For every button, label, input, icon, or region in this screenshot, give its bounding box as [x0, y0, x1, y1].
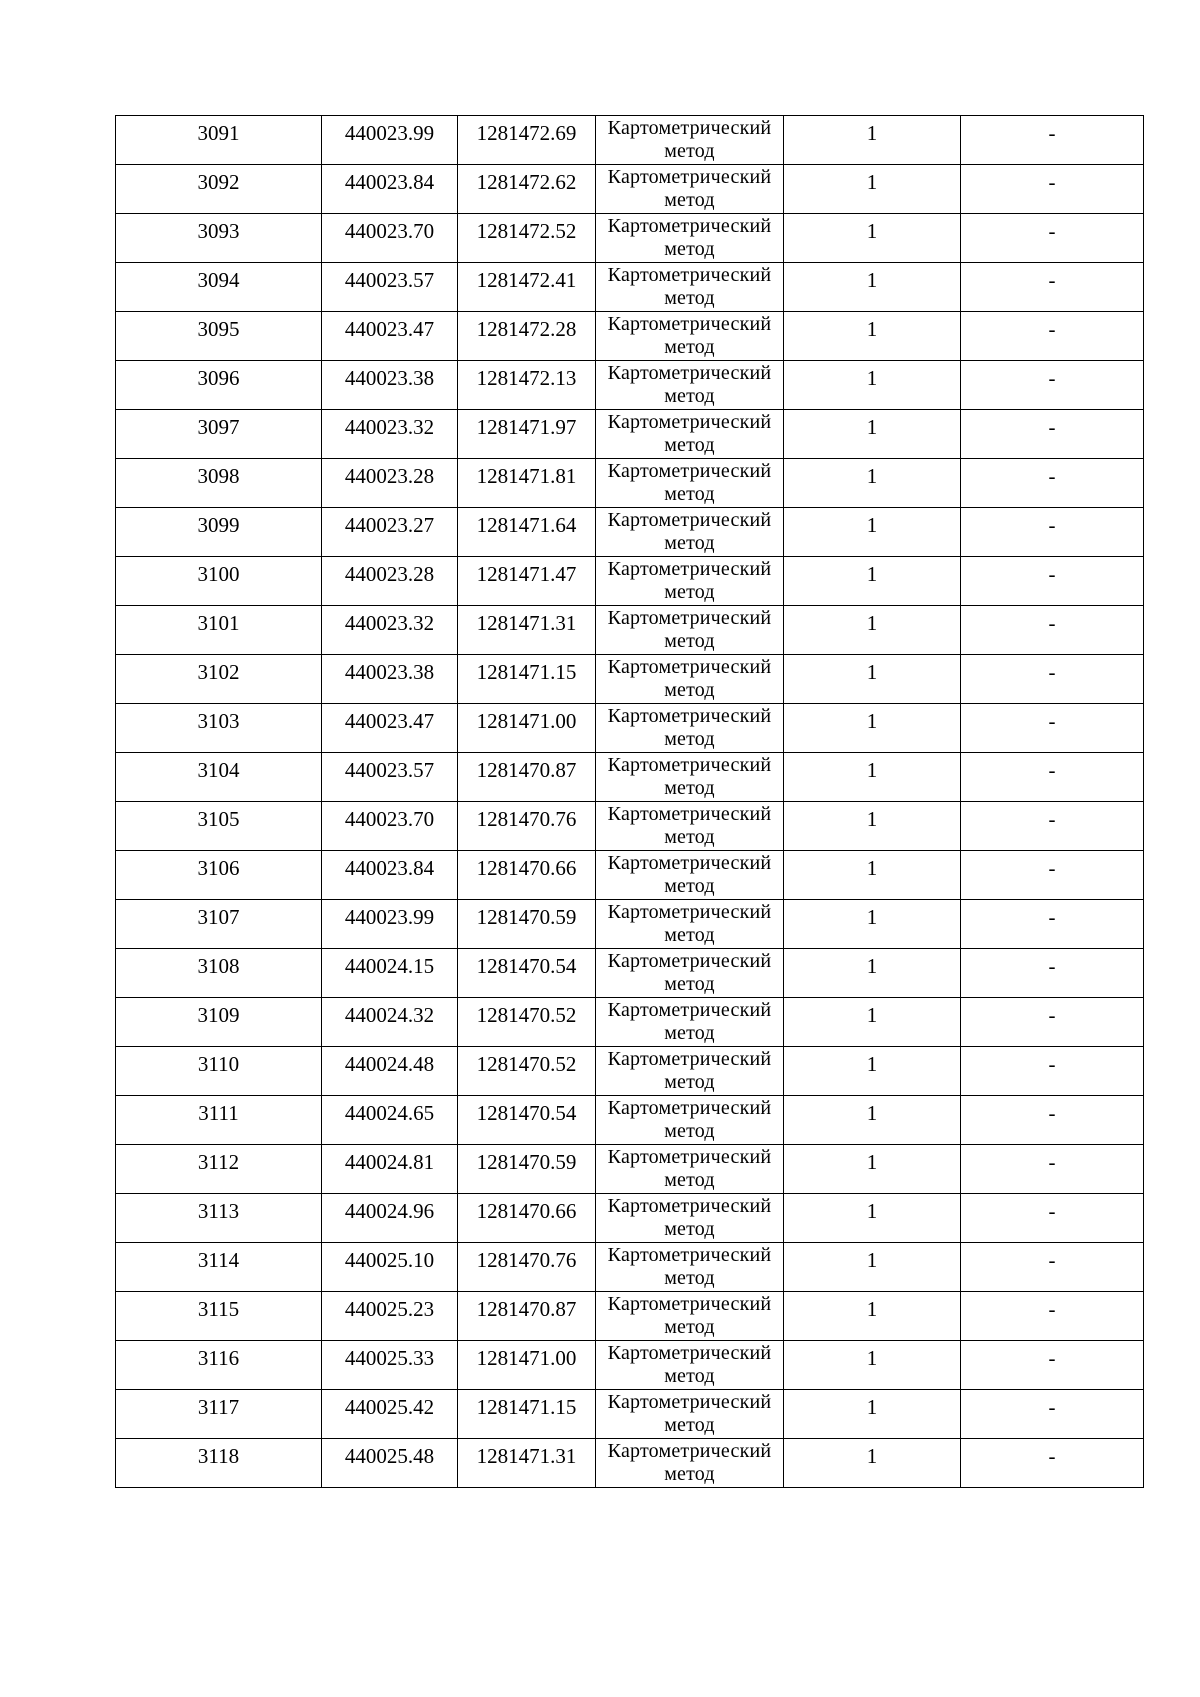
table-row — [116, 900, 1144, 949]
point-number-cell: 3117 — [116, 1390, 322, 1439]
method-line-2: метод — [664, 1365, 715, 1387]
method-line-1: Картометрический — [607, 803, 772, 825]
y-coordinate-cell: 1281471.00 — [458, 1341, 596, 1390]
accuracy-cell: 1 — [784, 900, 961, 949]
point-number-cell: 3091 — [116, 116, 322, 165]
method-line-1: Картометрический — [607, 460, 772, 482]
point-number-cell: 3115 — [116, 1292, 322, 1341]
point-number-cell: 3113 — [116, 1194, 322, 1243]
table-row — [116, 1047, 1144, 1096]
point-number-cell: 3092 — [116, 165, 322, 214]
accuracy-cell: 1 — [784, 1243, 961, 1292]
method-cell — [596, 704, 784, 753]
accuracy-cell: 1 — [784, 361, 961, 410]
method-line-2: метод — [664, 1218, 715, 1240]
accuracy-cell: 1 — [784, 1047, 961, 1096]
point-number-cell: 3097 — [116, 410, 322, 459]
method-line-1: Картометрический — [607, 656, 772, 678]
method-cell — [596, 1292, 784, 1341]
table-row — [116, 459, 1144, 508]
accuracy-cell: 1 — [784, 1390, 961, 1439]
point-number-cell: 3111 — [116, 1096, 322, 1145]
y-coordinate-cell: 1281470.54 — [458, 949, 596, 998]
method-cell — [596, 949, 784, 998]
point-number-cell: 3096 — [116, 361, 322, 410]
table-row — [116, 263, 1144, 312]
point-number-cell: 3102 — [116, 655, 322, 704]
point-number-cell: 3103 — [116, 704, 322, 753]
method-line-2: метод — [664, 1120, 715, 1142]
table-row — [116, 116, 1144, 165]
method-line-2: метод — [664, 385, 715, 407]
x-coordinate-cell: 440023.99 — [322, 116, 458, 165]
point-number-cell: 3104 — [116, 753, 322, 802]
table-row — [116, 1145, 1144, 1194]
y-coordinate-cell: 1281470.87 — [458, 1292, 596, 1341]
y-coordinate-cell: 1281470.87 — [458, 753, 596, 802]
point-number-cell: 3106 — [116, 851, 322, 900]
x-coordinate-cell: 440023.28 — [322, 557, 458, 606]
x-coordinate-cell: 440023.32 — [322, 606, 458, 655]
accuracy-cell: 1 — [784, 1145, 961, 1194]
point-number-cell: 3118 — [116, 1439, 322, 1488]
method-line-2: метод — [664, 924, 715, 946]
y-coordinate-cell: 1281470.54 — [458, 1096, 596, 1145]
y-coordinate-cell: 1281471.64 — [458, 508, 596, 557]
method-cell — [596, 1145, 784, 1194]
method-cell — [596, 606, 784, 655]
x-coordinate-cell: 440025.48 — [322, 1439, 458, 1488]
y-coordinate-cell: 1281472.52 — [458, 214, 596, 263]
accuracy-cell: 1 — [784, 1096, 961, 1145]
table-row — [116, 606, 1144, 655]
note-cell: - — [961, 1341, 1144, 1390]
y-coordinate-cell: 1281471.00 — [458, 704, 596, 753]
x-coordinate-cell: 440023.84 — [322, 165, 458, 214]
method-line-1: Картометрический — [607, 999, 772, 1021]
accuracy-cell: 1 — [784, 1292, 961, 1341]
note-cell: - — [961, 508, 1144, 557]
accuracy-cell: 1 — [784, 116, 961, 165]
x-coordinate-cell: 440023.70 — [322, 214, 458, 263]
method-cell — [596, 802, 784, 851]
x-coordinate-cell: 440024.32 — [322, 998, 458, 1047]
point-number-cell: 3105 — [116, 802, 322, 851]
method-cell — [596, 1096, 784, 1145]
note-cell: - — [961, 704, 1144, 753]
x-coordinate-cell: 440023.27 — [322, 508, 458, 557]
accuracy-cell: 1 — [784, 753, 961, 802]
note-cell: - — [961, 851, 1144, 900]
note-cell: - — [961, 312, 1144, 361]
method-line-2: метод — [664, 826, 715, 848]
x-coordinate-cell: 440023.84 — [322, 851, 458, 900]
table-row — [116, 998, 1144, 1047]
accuracy-cell: 1 — [784, 802, 961, 851]
note-cell: - — [961, 165, 1144, 214]
x-coordinate-cell: 440024.81 — [322, 1145, 458, 1194]
y-coordinate-cell: 1281472.13 — [458, 361, 596, 410]
x-coordinate-cell: 440023.28 — [322, 459, 458, 508]
y-coordinate-cell: 1281472.41 — [458, 263, 596, 312]
method-line-1: Картометрический — [607, 1244, 772, 1266]
note-cell: - — [961, 1243, 1144, 1292]
note-cell: - — [961, 949, 1144, 998]
point-number-cell: 3099 — [116, 508, 322, 557]
method-line-1: Картометрический — [607, 1195, 772, 1217]
method-line-2: метод — [664, 1267, 715, 1289]
method-line-1: Картометрический — [607, 607, 772, 629]
method-line-2: метод — [664, 1169, 715, 1191]
method-line-1: Картометрический — [607, 1342, 772, 1364]
y-coordinate-cell: 1281470.76 — [458, 802, 596, 851]
table-row — [116, 410, 1144, 459]
method-cell — [596, 1194, 784, 1243]
coordinates-table — [115, 115, 1144, 1488]
method-line-2: метод — [664, 973, 715, 995]
table-row — [116, 851, 1144, 900]
method-cell — [596, 508, 784, 557]
note-cell: - — [961, 998, 1144, 1047]
y-coordinate-cell: 1281470.76 — [458, 1243, 596, 1292]
note-cell: - — [961, 214, 1144, 263]
note-cell: - — [961, 263, 1144, 312]
y-coordinate-cell: 1281471.31 — [458, 1439, 596, 1488]
table-row — [116, 1390, 1144, 1439]
note-cell: - — [961, 1096, 1144, 1145]
accuracy-cell: 1 — [784, 1439, 961, 1488]
x-coordinate-cell: 440023.47 — [322, 704, 458, 753]
method-line-2: метод — [664, 777, 715, 799]
accuracy-cell: 1 — [784, 998, 961, 1047]
accuracy-cell: 1 — [784, 263, 961, 312]
accuracy-cell: 1 — [784, 1194, 961, 1243]
note-cell: - — [961, 1292, 1144, 1341]
x-coordinate-cell: 440025.10 — [322, 1243, 458, 1292]
table-row — [116, 361, 1144, 410]
accuracy-cell: 1 — [784, 410, 961, 459]
accuracy-cell: 1 — [784, 704, 961, 753]
point-number-cell: 3108 — [116, 949, 322, 998]
method-cell — [596, 655, 784, 704]
method-cell — [596, 900, 784, 949]
table-row — [116, 312, 1144, 361]
coordinates-table-body — [116, 116, 1144, 1488]
method-line-1: Картометрический — [607, 1391, 772, 1413]
method-line-2: метод — [664, 140, 715, 162]
note-cell: - — [961, 1194, 1144, 1243]
method-cell — [596, 557, 784, 606]
table-row — [116, 655, 1144, 704]
method-cell — [596, 753, 784, 802]
accuracy-cell: 1 — [784, 214, 961, 263]
method-line-1: Картометрический — [607, 1097, 772, 1119]
method-line-2: метод — [664, 1414, 715, 1436]
method-cell — [596, 1439, 784, 1488]
y-coordinate-cell: 1281471.15 — [458, 1390, 596, 1439]
method-line-2: метод — [664, 581, 715, 603]
x-coordinate-cell: 440025.42 — [322, 1390, 458, 1439]
table-row — [116, 214, 1144, 263]
method-line-1: Картометрический — [607, 754, 772, 776]
method-cell — [596, 361, 784, 410]
method-line-1: Картометрический — [607, 1440, 772, 1462]
table-row — [116, 1341, 1144, 1390]
x-coordinate-cell: 440024.96 — [322, 1194, 458, 1243]
x-coordinate-cell: 440024.15 — [322, 949, 458, 998]
accuracy-cell: 1 — [784, 851, 961, 900]
x-coordinate-cell: 440023.57 — [322, 753, 458, 802]
y-coordinate-cell: 1281471.15 — [458, 655, 596, 704]
x-coordinate-cell: 440023.70 — [322, 802, 458, 851]
y-coordinate-cell: 1281470.59 — [458, 900, 596, 949]
method-cell — [596, 1390, 784, 1439]
table-row — [116, 1439, 1144, 1488]
y-coordinate-cell: 1281471.47 — [458, 557, 596, 606]
x-coordinate-cell: 440023.47 — [322, 312, 458, 361]
table-row — [116, 1292, 1144, 1341]
method-line-2: метод — [664, 875, 715, 897]
method-line-1: Картометрический — [607, 117, 772, 139]
point-number-cell: 3101 — [116, 606, 322, 655]
method-line-1: Картометрический — [607, 509, 772, 531]
method-line-2: метод — [664, 238, 715, 260]
accuracy-cell: 1 — [784, 459, 961, 508]
point-number-cell: 3093 — [116, 214, 322, 263]
method-line-2: метод — [664, 728, 715, 750]
method-line-2: метод — [664, 630, 715, 652]
method-cell — [596, 410, 784, 459]
table-row — [116, 508, 1144, 557]
method-line-1: Картометрический — [607, 264, 772, 286]
point-number-cell: 3094 — [116, 263, 322, 312]
x-coordinate-cell: 440023.38 — [322, 361, 458, 410]
table-row — [116, 949, 1144, 998]
method-cell — [596, 998, 784, 1047]
method-line-2: метод — [664, 287, 715, 309]
point-number-cell: 3100 — [116, 557, 322, 606]
note-cell: - — [961, 557, 1144, 606]
note-cell: - — [961, 753, 1144, 802]
table-row — [116, 704, 1144, 753]
y-coordinate-cell: 1281470.66 — [458, 1194, 596, 1243]
accuracy-cell: 1 — [784, 508, 961, 557]
point-number-cell: 3098 — [116, 459, 322, 508]
y-coordinate-cell: 1281470.52 — [458, 1047, 596, 1096]
method-line-2: метод — [664, 1463, 715, 1485]
method-cell — [596, 1341, 784, 1390]
method-line-2: метод — [664, 434, 715, 456]
x-coordinate-cell: 440023.99 — [322, 900, 458, 949]
table-row — [116, 802, 1144, 851]
x-coordinate-cell: 440023.57 — [322, 263, 458, 312]
note-cell: - — [961, 900, 1144, 949]
y-coordinate-cell: 1281472.28 — [458, 312, 596, 361]
method-line-1: Картометрический — [607, 215, 772, 237]
note-cell: - — [961, 361, 1144, 410]
x-coordinate-cell: 440024.65 — [322, 1096, 458, 1145]
method-line-1: Картометрический — [607, 1146, 772, 1168]
method-cell — [596, 1047, 784, 1096]
y-coordinate-cell: 1281472.69 — [458, 116, 596, 165]
y-coordinate-cell: 1281470.66 — [458, 851, 596, 900]
note-cell: - — [961, 1439, 1144, 1488]
x-coordinate-cell: 440025.23 — [322, 1292, 458, 1341]
table-row — [116, 1194, 1144, 1243]
point-number-cell: 3095 — [116, 312, 322, 361]
note-cell: - — [961, 655, 1144, 704]
y-coordinate-cell: 1281472.62 — [458, 165, 596, 214]
method-line-1: Картометрический — [607, 558, 772, 580]
table-row — [116, 753, 1144, 802]
method-line-2: метод — [664, 336, 715, 358]
table-row — [116, 1243, 1144, 1292]
method-line-1: Картометрический — [607, 1048, 772, 1070]
note-cell: - — [961, 802, 1144, 851]
y-coordinate-cell: 1281471.31 — [458, 606, 596, 655]
y-coordinate-cell: 1281470.52 — [458, 998, 596, 1047]
note-cell: - — [961, 116, 1144, 165]
method-cell — [596, 165, 784, 214]
accuracy-cell: 1 — [784, 606, 961, 655]
x-coordinate-cell: 440025.33 — [322, 1341, 458, 1390]
table-row — [116, 165, 1144, 214]
accuracy-cell: 1 — [784, 557, 961, 606]
method-line-2: метод — [664, 1316, 715, 1338]
note-cell: - — [961, 606, 1144, 655]
method-line-1: Картометрический — [607, 411, 772, 433]
note-cell: - — [961, 410, 1144, 459]
accuracy-cell: 1 — [784, 655, 961, 704]
method-line-2: метод — [664, 483, 715, 505]
y-coordinate-cell: 1281471.81 — [458, 459, 596, 508]
point-number-cell: 3114 — [116, 1243, 322, 1292]
x-coordinate-cell: 440024.48 — [322, 1047, 458, 1096]
note-cell: - — [961, 1145, 1144, 1194]
y-coordinate-cell: 1281470.59 — [458, 1145, 596, 1194]
y-coordinate-cell: 1281471.97 — [458, 410, 596, 459]
note-cell: - — [961, 1047, 1144, 1096]
method-line-1: Картометрический — [607, 950, 772, 972]
method-line-1: Картометрический — [607, 1293, 772, 1315]
note-cell: - — [961, 459, 1144, 508]
point-number-cell: 3116 — [116, 1341, 322, 1390]
method-line-2: метод — [664, 532, 715, 554]
x-coordinate-cell: 440023.38 — [322, 655, 458, 704]
x-coordinate-cell: 440023.32 — [322, 410, 458, 459]
method-line-2: метод — [664, 1071, 715, 1093]
accuracy-cell: 1 — [784, 1341, 961, 1390]
point-number-cell: 3110 — [116, 1047, 322, 1096]
method-line-2: метод — [664, 1022, 715, 1044]
method-cell — [596, 851, 784, 900]
method-cell — [596, 459, 784, 508]
method-line-1: Картометрический — [607, 166, 772, 188]
point-number-cell: 3112 — [116, 1145, 322, 1194]
method-line-1: Картометрический — [607, 901, 772, 923]
method-cell — [596, 263, 784, 312]
method-cell — [596, 214, 784, 263]
method-cell — [596, 116, 784, 165]
method-cell — [596, 1243, 784, 1292]
table-row — [116, 557, 1144, 606]
point-number-cell: 3107 — [116, 900, 322, 949]
method-line-1: Картометрический — [607, 852, 772, 874]
method-line-1: Картометрический — [607, 362, 772, 384]
table-row — [116, 1096, 1144, 1145]
note-cell: - — [961, 1390, 1144, 1439]
accuracy-cell: 1 — [784, 312, 961, 361]
method-line-2: метод — [664, 679, 715, 701]
accuracy-cell: 1 — [784, 949, 961, 998]
method-line-1: Картометрический — [607, 313, 772, 335]
method-cell — [596, 312, 784, 361]
point-number-cell: 3109 — [116, 998, 322, 1047]
method-line-1: Картометрический — [607, 705, 772, 727]
accuracy-cell: 1 — [784, 165, 961, 214]
method-line-2: метод — [664, 189, 715, 211]
